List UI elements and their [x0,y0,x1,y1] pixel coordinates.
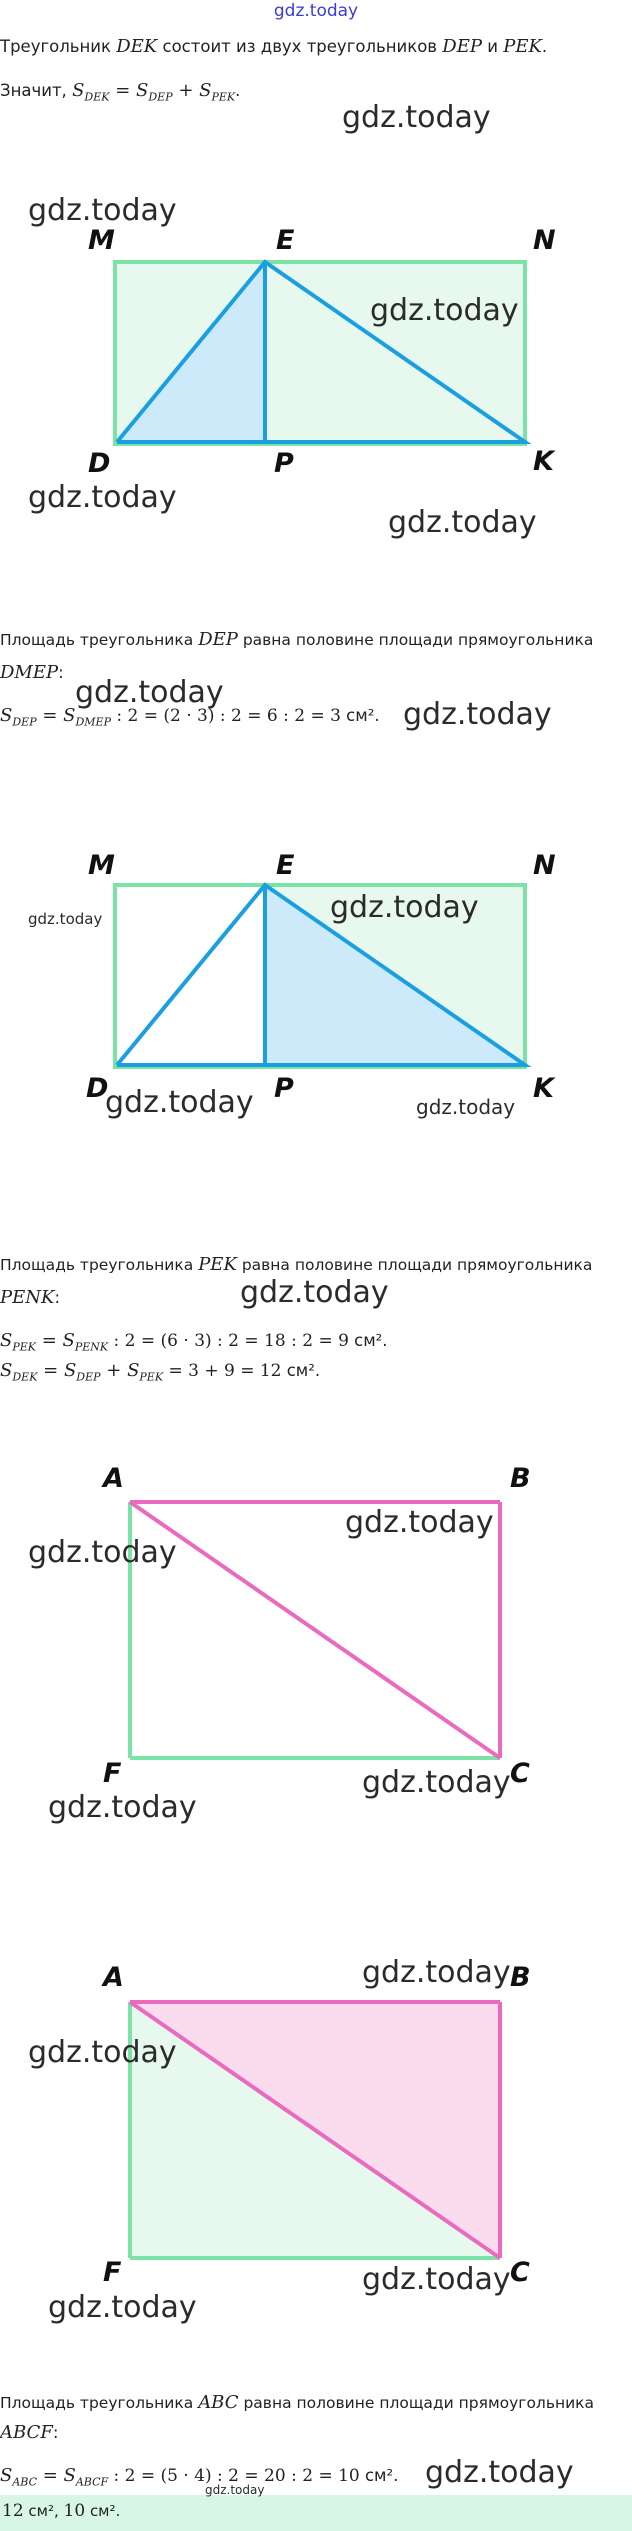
paragraph-dmep [0,660,64,686]
text: : [52,2423,59,2442]
unit: см². [281,1361,321,1380]
label-n: N [533,850,556,881]
paragraph-composition [0,34,547,60]
unit: см². [359,2466,399,2485]
sub: DEK [84,90,110,104]
unit: см². [348,1331,388,1350]
text: Значит, [0,81,67,100]
calc: = 3 + 9 = 12 [163,1361,282,1381]
label-d: D [86,1073,109,1104]
watermark: gdz.today [28,910,103,928]
op: = S [37,2465,76,2486]
sub: PENK [74,1340,109,1354]
paragraph-penk [0,1285,60,1311]
text: : [58,663,64,682]
label-e: E [276,850,295,881]
watermark: gdz.today [28,193,177,228]
text: равна половине площади прямоугольника [241,1256,593,1274]
sub: DEK [12,1370,38,1384]
sub: PEK [12,1340,36,1354]
sub: PEK [139,1370,164,1384]
calc: : 2 = (2 · 3) : 2 = 6 : 2 = 3 [110,706,341,726]
watermark: gdz.today [75,675,224,710]
unit: см², [23,2502,64,2520]
text: Площадь треугольника [0,1256,194,1274]
figure-rectangle-abcf [0,1490,632,1750]
text: состоит из двух треугольников [162,37,438,56]
watermark: gdz.today [342,100,491,135]
formula-dek-total: $S_{DEK} = S_{DEP} + S_{PEK} = 3 + 9 = 12$ см². [0,1360,321,1384]
label-b: B [510,1962,531,1993]
text: Площадь треугольника [0,2394,194,2412]
figure-rectangle-dek [0,250,632,450]
calc: : 2 = (5 · 4) : 2 = 20 : 2 = 10 [108,2466,360,2486]
watermark: gdz.today [28,2035,177,2070]
sub: ABC [12,2475,37,2489]
label-k: K [533,1073,554,1104]
op: = S [36,705,76,726]
text: равна половине площади прямоугольника [243,2394,595,2412]
label-a: A [103,1962,124,1993]
paragraph-abc [0,2390,594,2416]
label-m: M [88,850,115,881]
watermark: gdz.today [205,2483,265,2497]
watermark: gdz.today [28,480,177,515]
sub: DEP [12,715,37,729]
watermark: gdz.today [48,2290,197,2325]
label-k: K [533,446,554,477]
text: равна половине площади прямоугольника [242,631,594,649]
label-e: E [276,225,295,256]
watermark: gdz.today [362,1955,511,1990]
watermark: gdz.today [345,1505,494,1540]
math-dmep: DMEP [0,662,59,683]
op: = S [37,1360,77,1381]
watermark: gdz.today [48,1790,197,1825]
text: Площадь треугольника [0,631,194,649]
label-b: B [510,1463,531,1494]
math-abcf: ABCF [0,2422,53,2443]
watermark: gdz.today [388,505,537,540]
calc: : 2 = (6 · 3) : 2 = 18 : 2 = 9 [108,1331,349,1351]
label-f: F [103,1758,122,1789]
paragraph-dep [0,627,593,653]
paragraph-abcf [0,2420,58,2446]
answer-value: 12 [2,2501,24,2521]
figure-rectangle-pek [0,873,632,1073]
sub: PEK [211,90,236,104]
answer-box [0,2495,632,2531]
formula-dep: $S_{DEP} = S_{DMEP}$ : 2 = (2 · 3) : 2 = 6 : 2 = 3 см². [0,705,380,729]
op: = S [36,1330,75,1351]
label-a: A [103,1463,124,1494]
watermark: gdz.today [28,1535,177,1570]
math-abc: ABC [198,2392,239,2413]
formula-pek: $S_{PEK} = S_{PENK}$ : 2 = (6 · 3) : 2 = 18 : 2 = 9 см². [0,1330,388,1354]
brand-logo[interactable]: gdz.today [273,1,359,21]
label-d: D [88,448,111,479]
unit: см². [85,2502,121,2520]
formula-sum: Значит, $S_{DEK} = S_{DEP} + S_{PEK}$. [0,80,241,104]
label-c: C [510,2257,530,2288]
text: : [54,1288,61,1307]
formula-abc: $S_{ABC} = S_{ABCF}$ : 2 = (5 · 4) : 2 = 20 : 2 = 10 см². [0,2465,399,2489]
math-pek: PEK [503,36,542,57]
watermark: gdz.today [330,890,479,925]
text: . [235,81,241,100]
op: + S [100,1360,140,1381]
watermark: gdz.today [362,2262,511,2297]
math-dep: DEP [198,629,238,650]
watermark: gdz.today [240,1275,389,1310]
text: Треугольник [0,37,111,56]
label-f: F [103,2257,122,2288]
watermark: gdz.today [105,1085,254,1120]
sub: DEP [76,1370,101,1384]
watermark: gdz.today [416,1095,516,1119]
text: и [487,37,498,56]
op: = S [109,80,149,101]
label-n: N [533,225,556,256]
sub: DMEP [75,715,111,729]
watermark: gdz.today [425,2455,574,2490]
answer-value: 10 [63,2501,86,2521]
unit: см². [340,706,380,725]
text: . [541,37,548,56]
watermark: gdz.today [403,697,552,732]
math-dep: DEP [442,36,482,57]
figure-rectangle-abc-shaded [0,1990,632,2250]
math-dek: DEK [116,36,158,57]
math-penk: PENK [0,1287,55,1308]
math-pek: PEK [198,1254,237,1275]
watermark: gdz.today [362,1765,511,1800]
watermark: gdz.today [370,293,519,328]
label-c: C [510,1758,530,1789]
sub: DEP [148,90,173,104]
sub: ABCF [75,2475,109,2489]
label-p: P [274,448,294,479]
op: + S [172,80,212,101]
label-p: P [274,1073,294,1104]
diagonal-ac [130,1502,500,1758]
label-m: M [88,225,115,256]
